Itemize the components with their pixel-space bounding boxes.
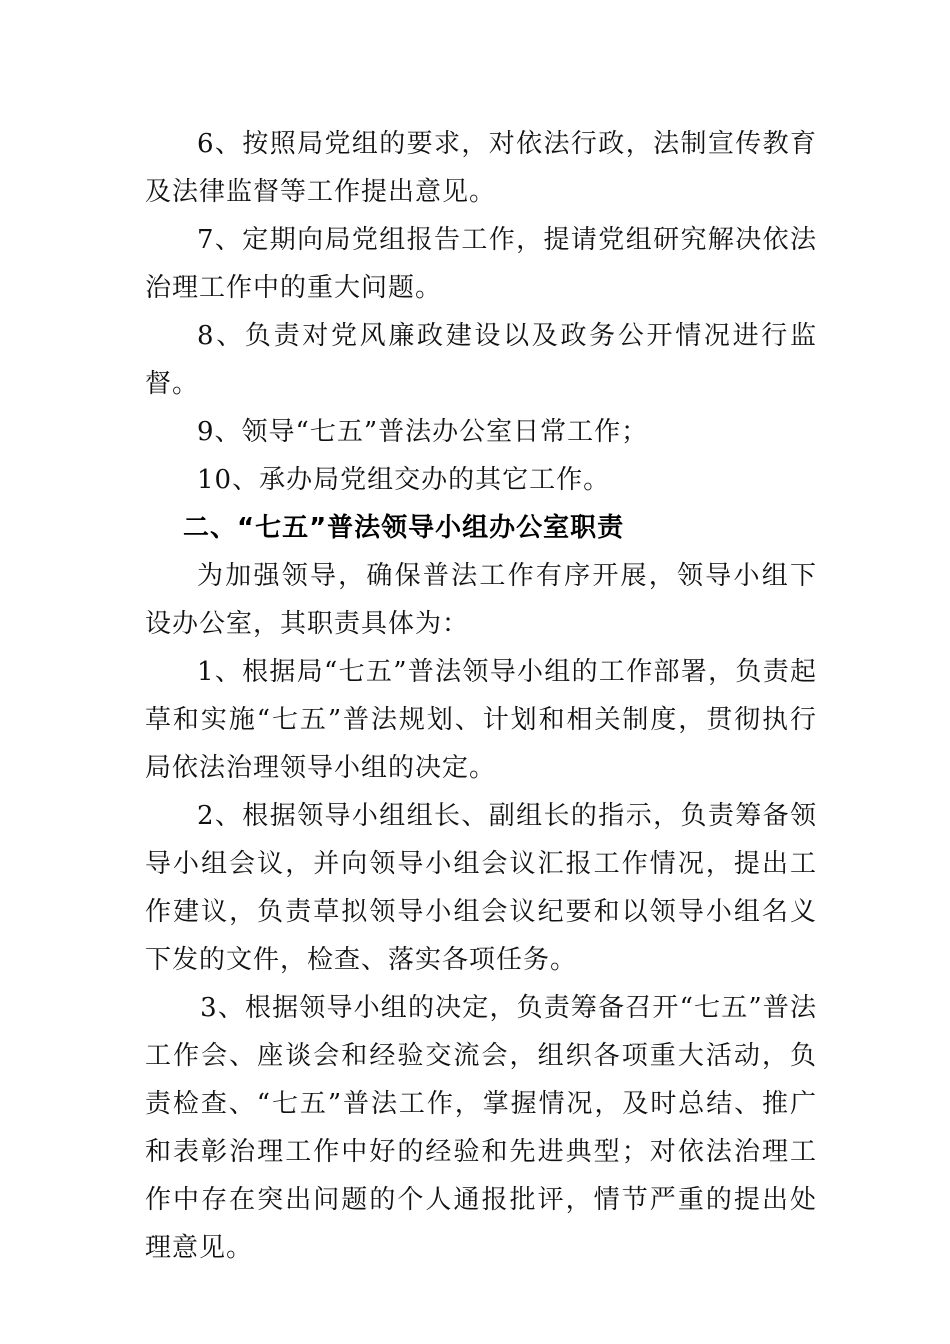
duty-item-10: 10、承办局党组交办的其它工作。	[197, 465, 611, 495]
document-body	[145, 120, 817, 1272]
office-intro-paragraph: 为加强领导，确保普法工作有序开展，领导小组下设办公室，其职责具体为：	[145, 561, 817, 639]
office-duty-item-2: 2、根据领导小组组长、副组长的指示，负责筹备领导小组会议，并向领导小组会议汇报工作情况，提出工作建议，负责草拟领导小组会议纪要和以领导小组名义下发的文件，检查、落实各项任务。	[145, 801, 817, 975]
duty-item-8: 8、负责对党风廉政建设以及政务公开情况进行监督。	[145, 321, 817, 399]
office-duty-item-1: 1、根据局“七五”普法领导小组的工作部署，负责起草和实施“七五”普法规划、计划和相关制度，贯彻执行局依法治理领导小组的决定。	[145, 657, 817, 783]
duty-item-9: 9、领导“七五”普法办公室日常工作；	[197, 417, 649, 447]
duty-item-6: 6、按照局党组的要求，对依法行政，法制宣传教育及法律监督等工作提出意见。	[145, 129, 817, 207]
duty-item-7: 7、定期向局党组报告工作，提请党组研究解决依法治理工作中的重大问题。	[145, 225, 817, 303]
section-heading: 二、“七五”普法领导小组办公室职责	[183, 513, 625, 543]
office-duty-item-3: 3、根据领导小组的决定，负责筹备召开“七五”普法工作会、座谈会和经验交流会，组织各项重大活动，负责检查、“七五”普法工作，掌握情况，及时总结、推广和表彰治理工作中好的经验和先进典型；对依法治理工作中存在突出问题的个人通报批评，情节严重的提出处理意见。	[145, 993, 817, 1263]
